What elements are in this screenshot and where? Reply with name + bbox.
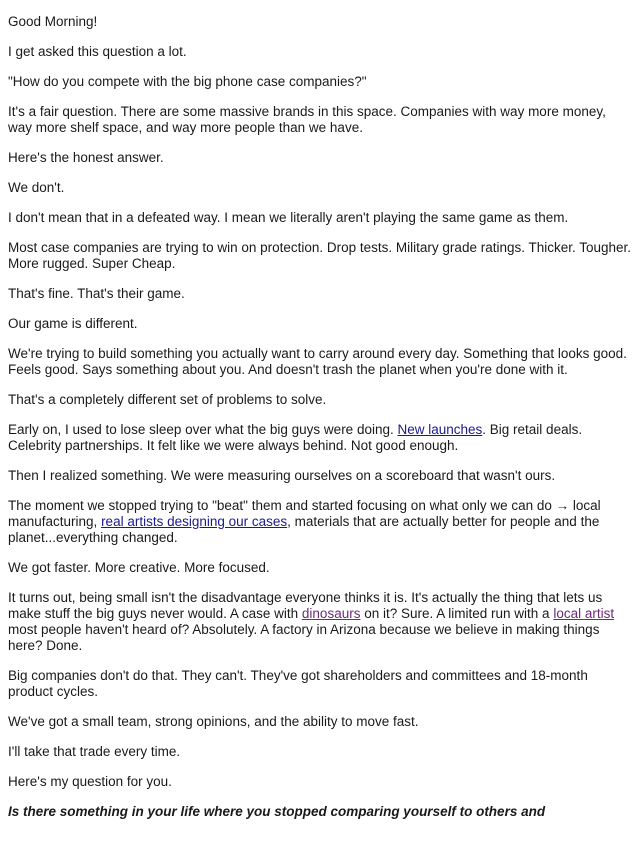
text: It turns out, being small isn't the disadvantage everyone thinks it is. It's actually the thing that lets us make stuff the big guys never would. A case with xyxy=(8,590,603,621)
paragraph: We're trying to build something you actually want to carry around every day. Something that looks good. Feels good. Says something about you. And doesn't trash the planet when you're done with it. xyxy=(8,346,627,377)
paragraph: That's fine. That's their game. xyxy=(8,286,185,301)
new-launches-link[interactable]: New launches xyxy=(397,422,483,437)
paragraph: Here's the honest answer. xyxy=(8,150,164,165)
paragraph: I'll take that trade every time. xyxy=(8,744,181,759)
paragraph: We got faster. More creative. More focused. xyxy=(8,560,270,575)
greeting: Good Morning! xyxy=(8,14,98,29)
dinosaurs-link[interactable]: dinosaurs xyxy=(301,606,361,621)
text: most people haven't heard of? Absolutely. A factory in Arizona because we believe in making things here? Done. xyxy=(8,622,600,653)
local-artist-link[interactable]: local artist xyxy=(553,606,615,621)
closing-question: Is there something in your life where you stopped comparing yourself to others and xyxy=(8,804,546,819)
text: . Big retail deals. Celebrity partnerships. It felt like we were always behind. Not good enough. xyxy=(8,422,583,453)
artists-link[interactable]: real artists designing our cases xyxy=(101,514,288,529)
paragraph: It's a fair question. There are some massive brands in this space. Companies with way more money, way more shelf space, and way more people than we have. xyxy=(8,104,606,135)
paragraph: That's a completely different set of problems to solve. xyxy=(8,392,327,407)
paragraph xyxy=(8,498,632,546)
paragraph: I get asked this question a lot. xyxy=(8,44,187,59)
text: Early on, I used to lose sleep over what the big guys were doing. xyxy=(8,422,398,437)
paragraph: Here's my question for you. xyxy=(8,774,172,789)
paragraph: Then I realized something. We were measuring ourselves on a scoreboard that wasn't ours. xyxy=(8,468,556,483)
text: The moment we stopped trying to "beat" them and started focusing on what only we can do → local manufacturing, xyxy=(8,498,601,529)
text: on it? Sure. A limited run with a xyxy=(360,606,554,621)
paragraph: "How do you compete with the big phone case companies?" xyxy=(8,74,367,89)
paragraph: Most case companies are trying to win on protection. Drop tests. Military grade ratings. Thicker. Tougher. More rugged. Super Cheap. xyxy=(8,240,632,271)
paragraph: Our game is different. xyxy=(8,316,138,331)
paragraph xyxy=(8,422,632,454)
paragraph: I don't mean that in a defeated way. I mean we literally aren't playing the same game as them. xyxy=(8,210,569,225)
text: , materials that are actually better for people and the planet...everything changed. xyxy=(8,514,600,545)
paragraph: We've got a small team, strong opinions, and the ability to move fast. xyxy=(8,714,419,729)
paragraph: We don't. xyxy=(8,180,65,195)
paragraph: Big companies don't do that. They can't. They've got shareholders and committees and 18-month product cycles. xyxy=(8,668,588,699)
paragraph xyxy=(8,590,632,654)
